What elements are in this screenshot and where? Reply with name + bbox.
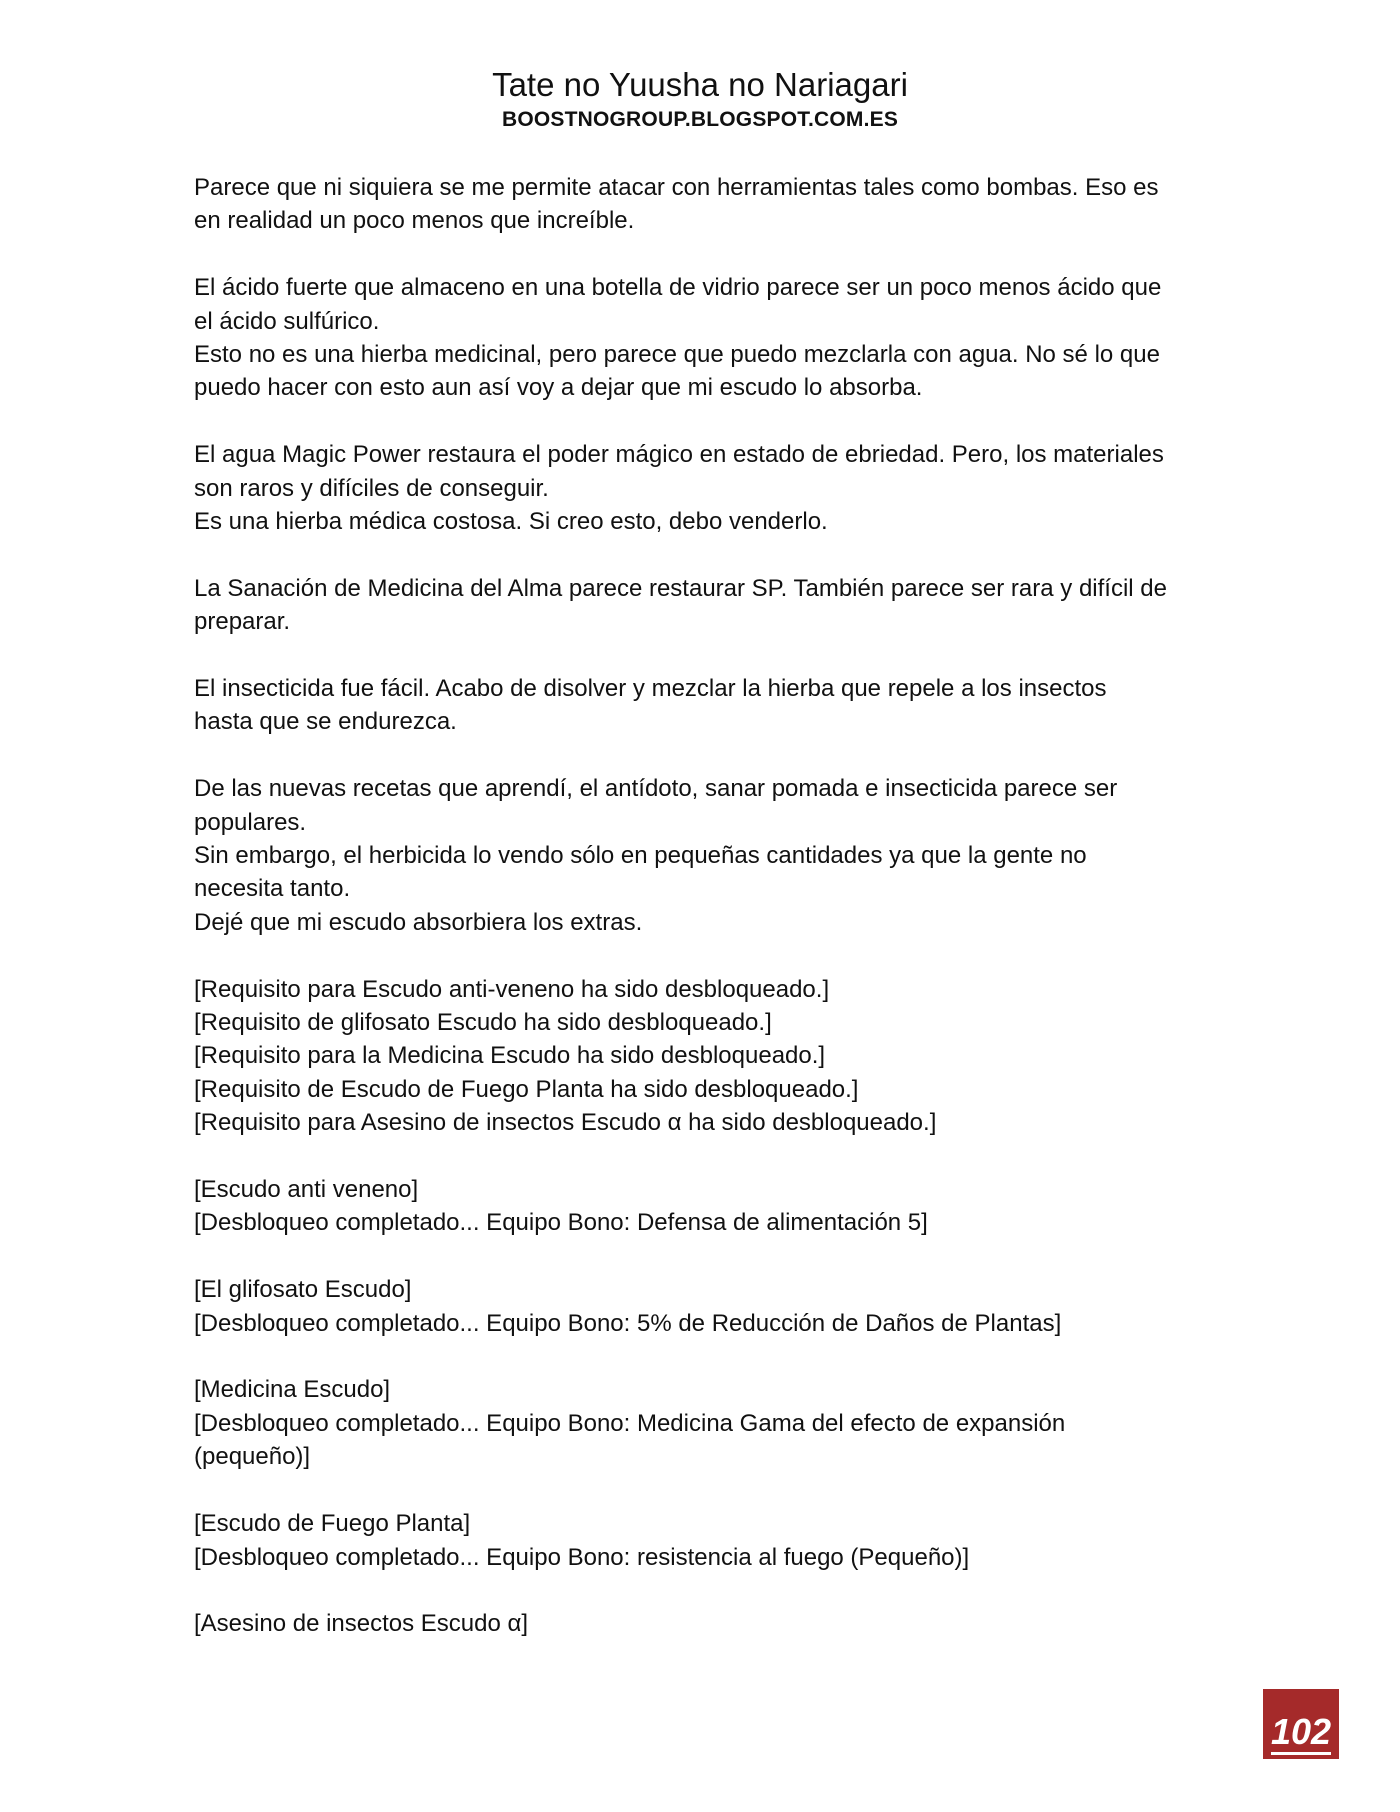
text-line: necesita tanto. xyxy=(194,875,351,903)
text-line: Es una hierba médica costosa. Si creo esto, debo venderlo. xyxy=(194,508,828,536)
text-line: [Desbloqueo completado... Equipo Bono: Defensa de alimentación 5] xyxy=(194,1209,928,1237)
text-line: [Requisito de Escudo de Fuego Planta ha sido desbloqueado.] xyxy=(194,1075,859,1103)
text-line: [Medicina Escudo] xyxy=(194,1376,391,1404)
text-line: [Requisito para Asesino de insectos Escudo α ha sido desbloqueado.] xyxy=(194,1109,937,1137)
text-line: [Desbloqueo completado... Equipo Bono: resistencia al fuego (Pequeño)] xyxy=(194,1543,970,1571)
paragraph xyxy=(194,772,1224,939)
paragraph xyxy=(194,973,1224,1140)
paragraph xyxy=(194,1173,1224,1240)
text-line: Sin embargo, el herbicida lo vendo sólo en pequeñas cantidades ya que la gente no xyxy=(194,842,1087,870)
text-line: preparar. xyxy=(194,608,291,636)
paragraph xyxy=(194,672,1224,739)
text-line: [Escudo anti veneno] xyxy=(194,1176,419,1204)
text-line: [El glifosato Escudo] xyxy=(194,1276,412,1304)
paragraph xyxy=(194,438,1224,538)
text-line: [Requisito de glifosato Escudo ha sido desbloqueado.] xyxy=(194,1009,772,1037)
text-line: Esto no es una hierba medicinal, pero parece que puedo mezclarla con agua. No sé lo que xyxy=(194,341,1160,369)
paragraph xyxy=(194,572,1224,639)
text-line: De las nuevas recetas que aprendí, el antídoto, sanar pomada e insecticida parece ser xyxy=(194,775,1118,803)
text-line: [Requisito para la Medicina Escudo ha sido desbloqueado.] xyxy=(194,1042,826,1070)
paragraph xyxy=(194,271,1224,405)
text-line: el ácido sulfúrico. xyxy=(194,307,380,335)
text-line: [Asesino de insectos Escudo α] xyxy=(194,1610,529,1638)
paragraph xyxy=(194,171,1224,238)
text-line: La Sanación de Medicina del Alma parece restaurar SP. También parece ser rara y difícil de xyxy=(194,574,1167,602)
text-line: [Escudo de Fuego Planta] xyxy=(194,1510,471,1538)
document-body xyxy=(194,171,1224,1674)
text-line: El ácido fuerte que almaceno en una botella de vidrio parece ser un poco menos ácido que xyxy=(194,274,1162,302)
page-number: 102 xyxy=(1271,1712,1331,1755)
document-subtitle: BOOSTNOGROUP.BLOGSPOT.COM.ES xyxy=(501,108,899,131)
page-header xyxy=(0,64,1400,134)
text-line: son raros y difíciles de conseguir. xyxy=(194,474,549,502)
text-line: El agua Magic Power restaura el poder mágico en estado de ebriedad. Pero, los materiales xyxy=(194,441,1164,469)
text-line: El insecticida fue fácil. Acabo de disolver y mezclar la hierba que repele a los insectos xyxy=(194,675,1107,703)
document-title: Tate no Yuusha no Nariagari xyxy=(492,66,908,103)
text-line: Dejé que mi escudo absorbiera los extras. xyxy=(194,908,643,936)
text-line: puedo hacer con esto aun así voy a dejar que mi escudo lo absorba. xyxy=(194,374,923,402)
text-line: populares. xyxy=(194,808,307,836)
text-line: [Desbloqueo completado... Equipo Bono: 5% de Reducción de Daños de Plantas] xyxy=(194,1309,1062,1337)
paragraph xyxy=(194,1607,1224,1640)
text-line: en realidad un poco menos que increíble. xyxy=(194,207,635,235)
paragraph xyxy=(194,1273,1224,1340)
text-line: hasta que se endurezca. xyxy=(194,708,457,736)
paragraph xyxy=(194,1507,1224,1574)
text-line: (pequeño)] xyxy=(194,1443,311,1471)
text-line: Parece que ni siquiera se me permite atacar con herramientas tales como bombas. Eso es xyxy=(194,174,1159,201)
page-number-badge xyxy=(1263,1689,1339,1759)
paragraph xyxy=(194,1373,1224,1473)
text-line: [Desbloqueo completado... Equipo Bono: Medicina Gama del efecto de expansión xyxy=(194,1409,1066,1437)
text-line: [Requisito para Escudo anti-veneno ha sido desbloqueado.] xyxy=(194,975,830,1003)
